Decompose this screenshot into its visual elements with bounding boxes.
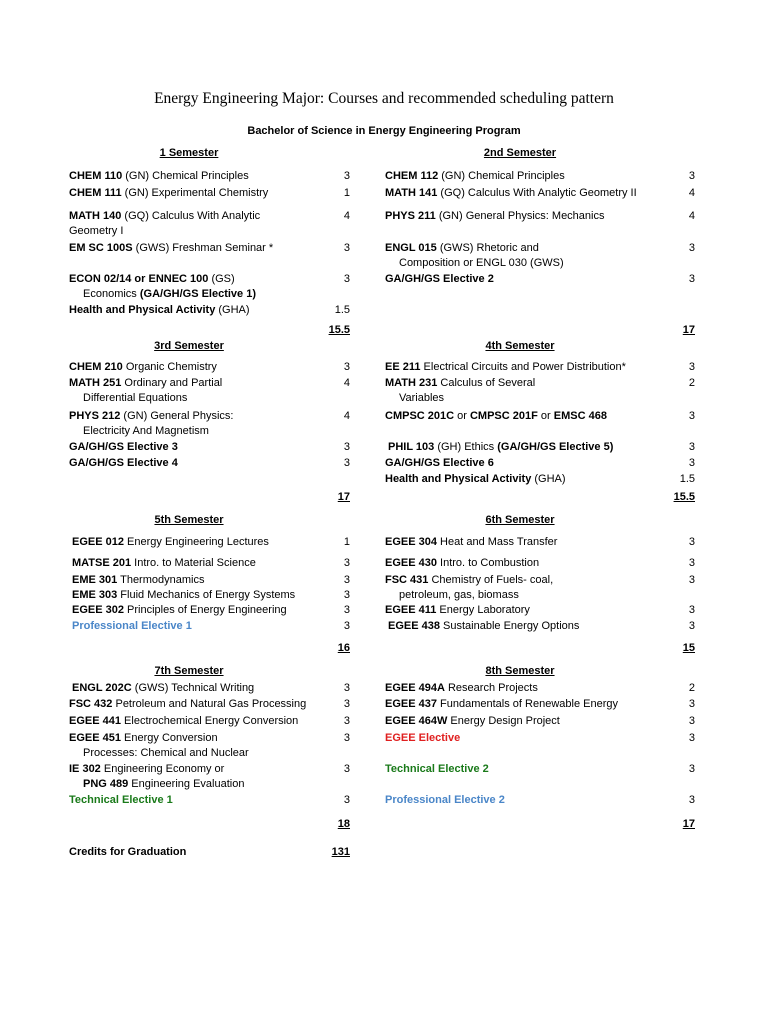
credits: 3 [343,441,350,453]
credits: 1.5 [679,473,695,485]
course-row: EGEE 012 Energy Engineering Lectures [72,536,269,548]
course-row: ENGL 202C (GWS) Technical Writing [72,682,255,694]
credits: 3 [343,620,350,632]
course-row: MATH 140 (GQ) Calculus With Analytic Geometry I [69,210,261,237]
credits: 3 [343,574,350,586]
course-row: EGEE 464W Energy Design Project [385,715,560,727]
course-row: EME 301 Thermodynamics [72,574,205,586]
professional-elective-2: Professional Elective 2 [385,794,505,806]
course-row: IE 302 Engineering Economy or PNG 489 Engineering Evaluation [69,763,245,790]
technical-elective-1: Technical Elective 1 [69,794,173,806]
course-row: CMPSC 201C or CMPSC 201F or EMSC 468 [385,410,607,422]
semester-6-header: 6th Semester [485,514,555,526]
credits: 3 [688,574,695,586]
course-row: MATH 141 (GQ) Calculus With Analytic Geometry II [385,187,637,199]
course-row: FSC 431 Chemistry of Fuels- coal, petroleum, gas, biomass [385,574,554,601]
course-row: GA/GH/GS Elective 4 [69,457,178,469]
course-row: EME 303 Fluid Mechanics of Energy Systems [72,589,296,601]
semester-3-total: 17 [337,491,350,503]
course-row: ENGL 015 (GWS) Rhetoric and Composition or ENGL 030 (GWS) [385,242,564,269]
credits: 3 [343,457,350,469]
credits: 3 [688,604,695,616]
credits: 3 [343,715,350,727]
credits: 3 [688,441,695,453]
course-row: MATH 251 Ordinary and Partial Differential Equations [69,377,223,404]
credits: 3 [688,457,695,469]
credits: 3 [343,794,350,806]
course-row: EGEE 437 Fundamentals of Renewable Energy [385,698,618,710]
semester-7-header: 7th Semester [154,665,224,677]
course-row: EGEE 302 Principles of Energy Engineering [72,604,287,616]
course-row: EGEE 438 Sustainable Energy Options [388,620,580,632]
course-row: GA/GH/GS Elective 2 [385,273,494,285]
graduation-total: 131 [331,846,350,858]
credits: 3 [688,763,695,775]
semester-2-total: 17 [682,324,695,336]
credits: 3 [343,273,350,285]
semester-3-header: 3rd Semester [154,340,224,352]
credits: 4 [343,377,350,389]
credits: 3 [688,242,695,254]
course-row: Health and Physical Activity (GHA) [385,473,566,485]
course-row: ECON 02/14 or ENNEC 100 (GS) Economics (GA/GH/GS Elective 1) [69,273,257,300]
credits: 3 [343,604,350,616]
credits: 3 [343,361,350,373]
credits: 4 [688,210,695,222]
course-row: Health and Physical Activity (GHA) [69,304,250,316]
credits: 3 [688,732,695,744]
course-row: PHYS 211 (GN) General Physics: Mechanics [385,210,605,222]
course-row: EM SC 100S (GWS) Freshman Seminar * [69,242,274,254]
credits: 3 [343,698,350,710]
egee-elective: EGEE Elective [385,732,461,744]
credits: 3 [688,536,695,548]
course-row: EGEE 494A Research Projects [385,682,538,694]
semester-4-total: 15.5 [673,491,695,503]
credits: 3 [343,732,350,744]
credits: 3 [688,620,695,632]
credits: 4 [343,210,350,222]
graduation-label: Credits for Graduation [69,846,187,858]
credits: 3 [688,170,695,182]
credits: 3 [688,698,695,710]
semester-8-total: 17 [682,818,695,830]
credits: 3 [343,242,350,254]
course-row: EGEE 451 Energy Conversion Processes: Chemical and Nuclear [69,732,249,759]
course-row: EE 211 Electrical Circuits and Power Distribution* [385,361,626,373]
credits: 4 [688,187,695,199]
program-title: Bachelor of Science in Energy Engineering Program [247,125,521,137]
semester-8-header: 8th Semester [485,665,555,677]
semester-6-total: 15 [682,642,695,654]
semester-4-header: 4th Semester [485,340,555,352]
credits: 1 [343,536,350,548]
course-row: GA/GH/GS Elective 6 [385,457,494,469]
semester-1-total: 15.5 [328,324,350,336]
credits: 4 [343,410,350,422]
course-row: CHEM 110 (GN) Chemical Principles [69,170,249,182]
credits: 1 [343,187,350,199]
semester-2-header: 2nd Semester [483,147,557,159]
credits: 1.5 [334,304,350,316]
course-row: FSC 432 Petroleum and Natural Gas Processing [69,698,307,710]
semester-7-total: 18 [337,818,350,830]
course-row: PHIL 103 (GH) Ethics (GA/GH/GS Elective 5) [388,441,614,453]
credits: 3 [688,794,695,806]
course-row: GA/GH/GS Elective 3 [69,441,178,453]
credits: 3 [343,557,350,569]
credits: 3 [343,763,350,775]
course-row: CHEM 111 (GN) Experimental Chemistry [69,187,269,199]
semester-1-header: 1 Semester [159,147,219,159]
course-row: EGEE 304 Heat and Mass Transfer [385,536,558,548]
credits: 2 [688,377,695,389]
page-title: Energy Engineering Major: Courses and recommended scheduling pattern [154,90,614,107]
course-row: CHEM 112 (GN) Chemical Principles [385,170,565,182]
credits: 3 [343,682,350,694]
credits: 3 [688,715,695,727]
credits: 3 [343,170,350,182]
semester-5-header: 5th Semester [154,514,224,526]
credits: 3 [343,589,350,601]
credits: 2 [688,682,695,694]
credits: 3 [688,361,695,373]
technical-elective-2: Technical Elective 2 [385,763,489,775]
semester-5-total: 16 [337,642,350,654]
credits: 3 [688,557,695,569]
course-row: MATH 231 Calculus of Several Variables [385,377,536,404]
course-row: PHYS 212 (GN) General Physics: Electricity And Magnetism [69,410,234,437]
course-row: MATSE 201 Intro. to Material Science [72,557,256,569]
credits: 3 [688,273,695,285]
course-row: EGEE 430 Intro. to Combustion [385,557,540,569]
course-row: EGEE 411 Energy Laboratory [385,604,530,616]
credits: 3 [688,410,695,422]
course-row: EGEE 441 Electrochemical Energy Conversion [69,715,299,727]
course-row: CHEM 210 Organic Chemistry [69,361,217,373]
professional-elective-1: Professional Elective 1 [72,620,192,632]
